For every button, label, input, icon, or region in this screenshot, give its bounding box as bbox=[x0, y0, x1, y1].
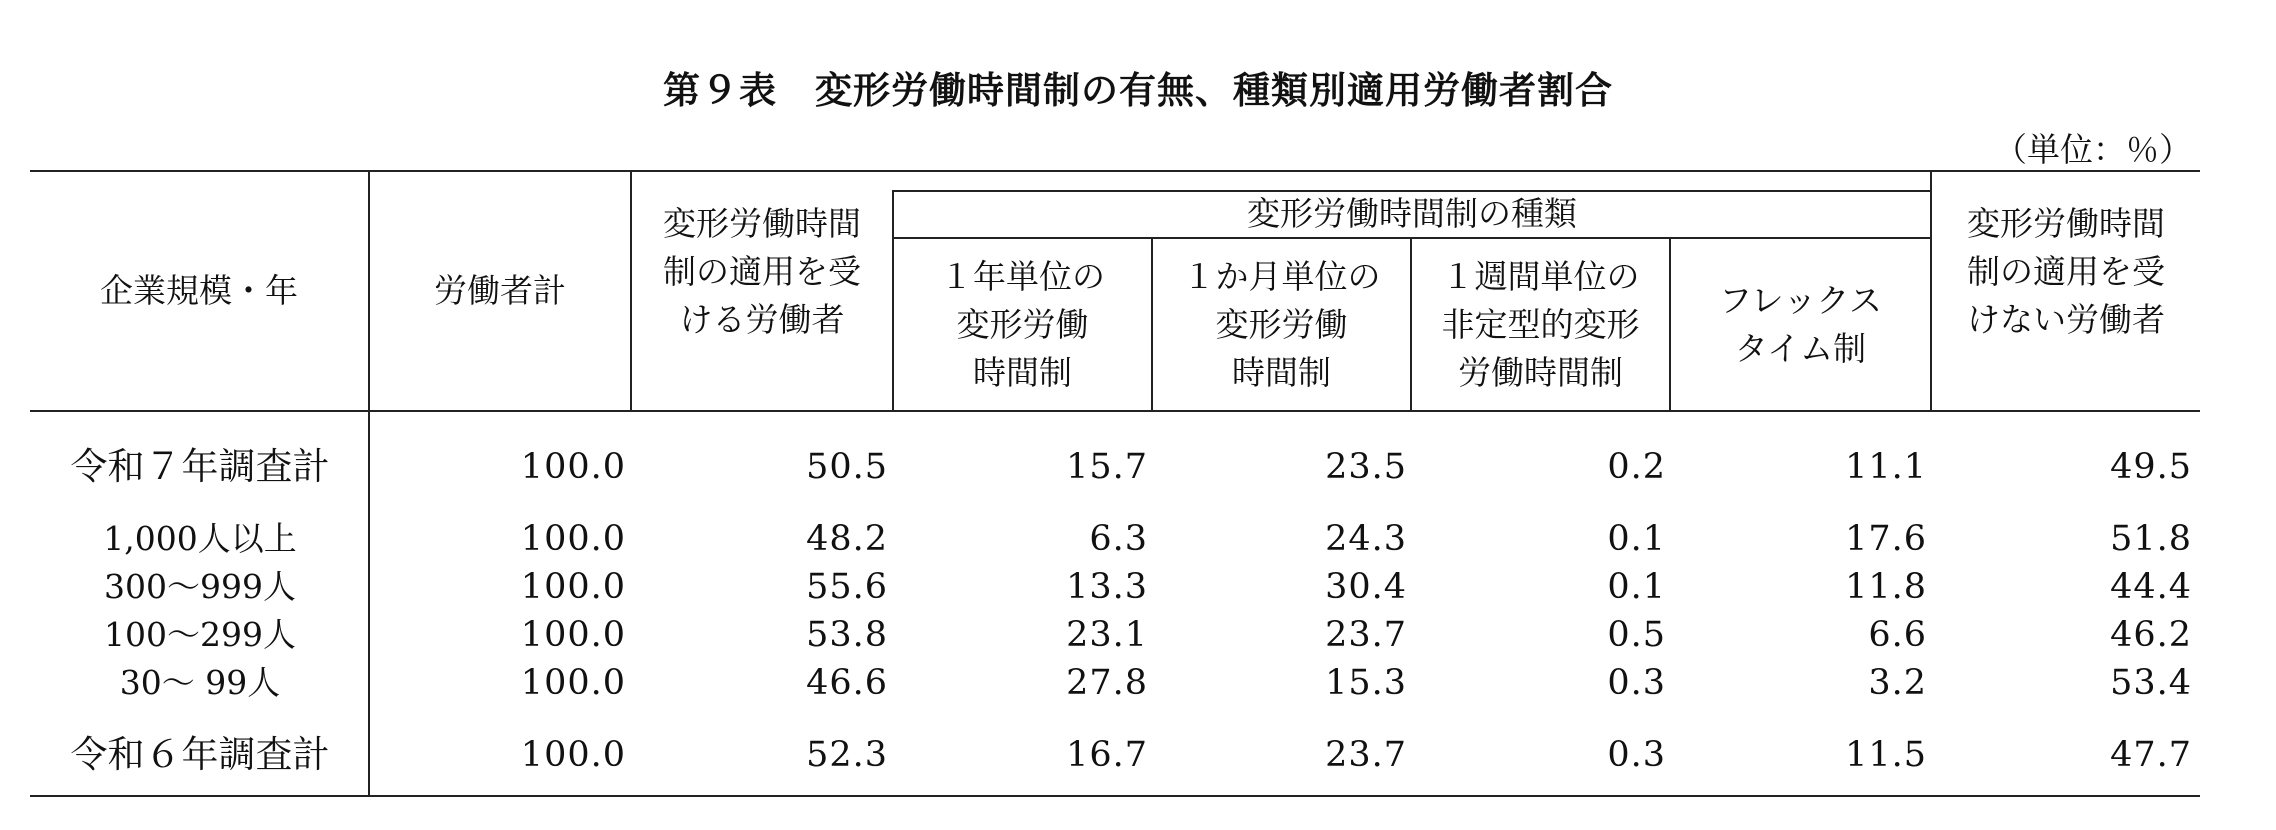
cell-not-applied: 44.4 bbox=[2110, 567, 2192, 607]
cell-workers-total: 100.0 bbox=[520, 663, 626, 703]
cell-flex: 3.2 bbox=[1868, 663, 1927, 703]
cell-not-applied: 53.4 bbox=[2110, 663, 2192, 703]
cell-1year: 16.7 bbox=[1066, 735, 1148, 775]
table-bottom-rule bbox=[30, 795, 2200, 797]
header-type-1year: １年単位の 変形労働 時間制 bbox=[940, 256, 1105, 392]
cell-1year: 15.7 bbox=[1066, 447, 1148, 487]
header-type-1month: １か月単位の 変形労働 時間制 bbox=[1182, 256, 1381, 392]
table-row bbox=[30, 563, 2200, 611]
cell-applied: 52.3 bbox=[806, 735, 888, 775]
cell-1year: 6.3 bbox=[1089, 519, 1148, 559]
header-applied-workers: 変形労働時間 制の適用を受 ける労働者 bbox=[663, 204, 861, 339]
header-workers-total: 労働者計 bbox=[434, 271, 566, 310]
row-label: 令和６年調査計 bbox=[70, 733, 330, 776]
cell-flex: 11.1 bbox=[1845, 447, 1927, 487]
unit-label: （単位：％） bbox=[1994, 130, 2192, 169]
table-row bbox=[30, 611, 2200, 659]
cell-1week: 0.3 bbox=[1607, 735, 1666, 775]
cell-flex: 11.8 bbox=[1845, 567, 1927, 607]
row-label: 1,000人以上 bbox=[103, 519, 297, 558]
header-not-applied-workers: 変形労働時間 制の適用を受 けない労働者 bbox=[1967, 204, 2165, 339]
cell-1year: 23.1 bbox=[1066, 615, 1148, 655]
cell-1month: 30.4 bbox=[1325, 567, 1407, 607]
cell-1month: 24.3 bbox=[1325, 519, 1407, 559]
row-label: 300～999人 bbox=[104, 567, 296, 606]
cell-workers-total: 100.0 bbox=[520, 735, 626, 775]
cell-not-applied: 47.7 bbox=[2110, 735, 2192, 775]
cell-1month: 23.7 bbox=[1325, 615, 1407, 655]
cell-flex: 11.5 bbox=[1845, 735, 1927, 775]
cell-1month: 15.3 bbox=[1325, 663, 1407, 703]
cell-not-applied: 46.2 bbox=[2110, 615, 2192, 655]
cell-not-applied: 49.5 bbox=[2110, 447, 2192, 487]
header-company-size-year: 企業規模・年 bbox=[100, 271, 298, 310]
cell-applied: 48.2 bbox=[806, 519, 888, 559]
cell-flex: 6.6 bbox=[1868, 615, 1927, 655]
cell-1month: 23.5 bbox=[1325, 447, 1407, 487]
table-row bbox=[30, 731, 2200, 779]
table-title: 第９表 変形労働時間制の有無、種類別適用労働者割合 bbox=[663, 69, 1613, 112]
row-label: 令和７年調査計 bbox=[70, 445, 330, 488]
cell-1week: 0.2 bbox=[1607, 447, 1666, 487]
cell-not-applied: 51.8 bbox=[2110, 519, 2192, 559]
cell-workers-total: 100.0 bbox=[520, 447, 626, 487]
cell-applied: 46.6 bbox=[806, 663, 888, 703]
table-row bbox=[30, 659, 2200, 707]
header-type-flex: フレックス タイム制 bbox=[1718, 280, 1883, 368]
cell-applied: 55.6 bbox=[806, 567, 888, 607]
row-label: 100～299人 bbox=[104, 615, 296, 654]
cell-applied: 50.5 bbox=[806, 447, 888, 487]
header-type-1week: １週間単位の 非定型的変形 労働時間制 bbox=[1441, 256, 1640, 392]
cell-1year: 13.3 bbox=[1066, 567, 1148, 607]
cell-1year: 27.8 bbox=[1066, 663, 1148, 703]
cell-1week: 0.1 bbox=[1607, 519, 1666, 559]
cell-1week: 0.3 bbox=[1607, 663, 1666, 703]
cell-workers-total: 100.0 bbox=[520, 567, 626, 607]
cell-1month: 23.7 bbox=[1325, 735, 1407, 775]
row-label: 30～ 99人 bbox=[119, 663, 281, 702]
cell-flex: 17.6 bbox=[1845, 519, 1927, 559]
header-types-group: 変形労働時間制の種類 bbox=[1247, 193, 1577, 233]
cell-workers-total: 100.0 bbox=[520, 615, 626, 655]
cell-applied: 53.8 bbox=[806, 615, 888, 655]
table-row bbox=[30, 515, 2200, 563]
cell-1week: 0.5 bbox=[1607, 615, 1666, 655]
header-bottom-rule bbox=[30, 410, 2200, 412]
table-row bbox=[30, 443, 2200, 491]
cell-workers-total: 100.0 bbox=[520, 519, 626, 559]
cell-1week: 0.1 bbox=[1607, 567, 1666, 607]
